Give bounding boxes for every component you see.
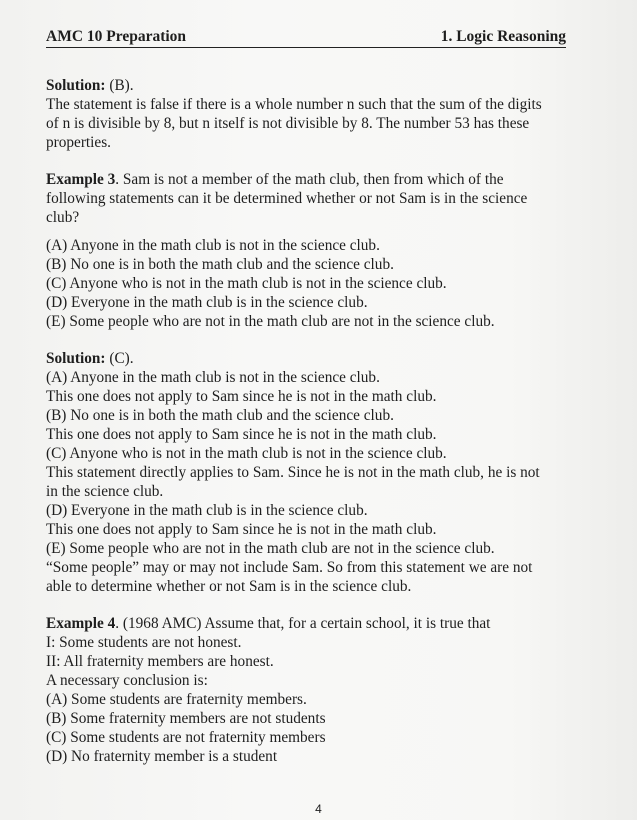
solution-answer: (B). [109, 77, 134, 94]
solution-b-heading [46, 76, 568, 95]
text-line: in the science club. [46, 483, 164, 500]
text-line: properties. [46, 134, 111, 151]
choice-line: (C) Anyone who is not in the math club is not in the science club. [46, 275, 447, 292]
text-line: I: Some students are not honest. [46, 634, 242, 651]
header-book-title: AMC 10 Preparation [46, 28, 187, 45]
choice-line: (B) Some fraternity members are not students [46, 710, 326, 727]
choice-line: (A) Some students are fraternity members. [46, 691, 307, 708]
text-line: able to determine whether or not Sam is in the science club. [46, 578, 412, 595]
text-line: (A) Anyone in the math club is not in the science club. [46, 369, 380, 386]
text-line: (C) Anyone who is not in the math club is not in the science club. [46, 445, 447, 462]
text-line: This one does not apply to Sam since he is not in the math club. [46, 521, 437, 538]
text-line: A necessary conclusion is: [46, 672, 208, 689]
text-line: “Some people” may or may not include Sam. So from this statement we are not [46, 559, 533, 576]
solution-answer: (C). [109, 350, 134, 367]
text-line: . Sam is not a member of the math club, then from which of the [115, 171, 504, 188]
choice-line: (E) Some people who are not in the math club are not in the science club. [46, 313, 495, 330]
text-line: II: All fraternity members are honest. [46, 653, 274, 670]
solution-label: Solution: [46, 350, 106, 367]
example-label: Example 4 [46, 615, 116, 632]
choice-line: (A) Anyone in the math club is not in the science club. [46, 237, 380, 254]
choice-line: (B) No one is in both the math club and the science club. [46, 256, 394, 273]
example-3-prompt [46, 170, 568, 189]
text-line: This one does not apply to Sam since he is not in the math club. [46, 426, 437, 443]
example-4-prompt [46, 614, 568, 633]
choice-line: (D) Everyone in the math club is in the science club. [46, 294, 368, 311]
text-line: The statement is false if there is a whole number n such that the sum of the digits [46, 96, 542, 113]
text-line: (D) Everyone in the math club is in the science club. [46, 502, 368, 519]
text-line: following statements can it be determined whether or not Sam is in the science [46, 190, 528, 207]
example-label: Example 3 [46, 171, 116, 188]
header-chapter-title: 1. Logic Reasoning [440, 28, 566, 45]
text-line: of n is divisible by 8, but n itself is not divisible by 8. The number 53 has these [46, 115, 530, 132]
solution-c-heading [46, 349, 568, 368]
text-line: This one does not apply to Sam since he is not in the math club. [46, 388, 437, 405]
text-line: . (1968 AMC) Assume that, for a certain school, it is true that [115, 615, 491, 632]
text-line: (E) Some people who are not in the math club are not in the science club. [46, 540, 495, 557]
solution-label: Solution: [46, 77, 106, 94]
text-line: club? [46, 209, 80, 226]
text-line: (B) No one is in both the math club and the science club. [46, 407, 394, 424]
page-body [46, 76, 568, 766]
page-number: 4 [315, 802, 322, 816]
running-header [46, 28, 566, 48]
choice-line: (D) No fraternity member is a student [46, 748, 278, 765]
text-line: This statement directly applies to Sam. Since he is not in the math club, he is not [46, 464, 540, 481]
choice-line: (C) Some students are not fraternity members [46, 729, 326, 746]
